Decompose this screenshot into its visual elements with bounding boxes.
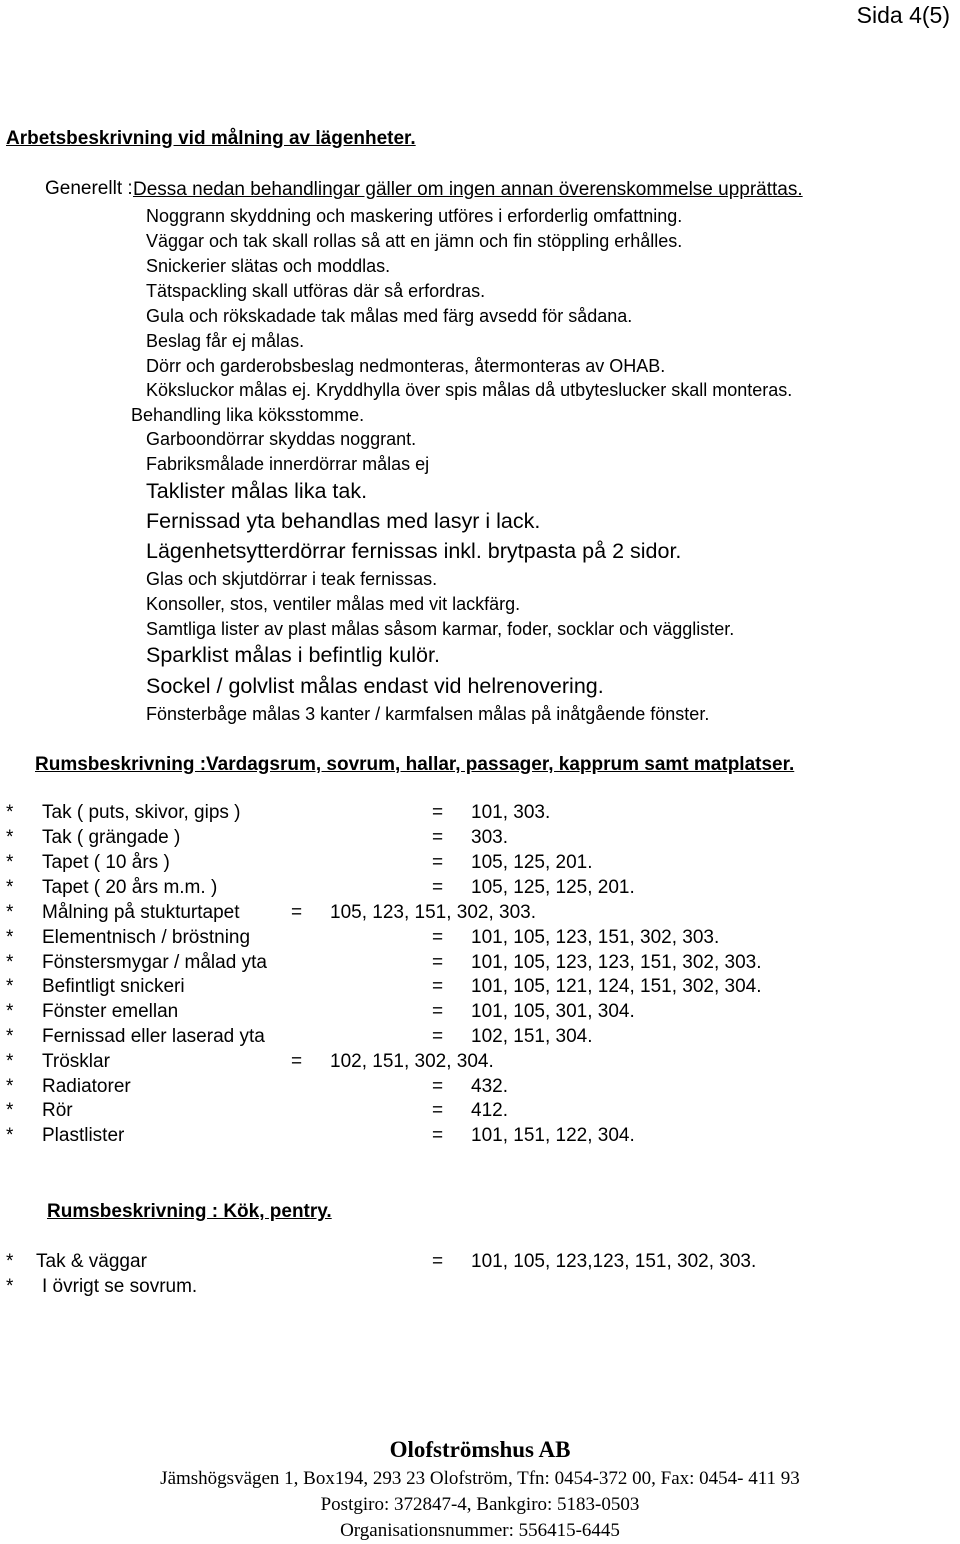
row-codes: 101, 303.	[471, 802, 551, 823]
row-equals: =	[432, 952, 444, 973]
general-label: Generellt :	[45, 178, 133, 199]
row-item: I övrigt se sovrum.	[42, 1276, 198, 1297]
row-equals: =	[432, 1251, 444, 1272]
general-instruction-line: Noggrann skyddning och maskering utföres i erforderlig omfattning.	[146, 206, 683, 226]
row-bullet: *	[6, 1026, 14, 1047]
general-instruction-line: Dessa nedan behandlingar gäller om ingen annan överenskommelse upprättas.	[133, 179, 803, 200]
row-bullet: *	[6, 902, 14, 923]
row-item: Befintligt snickeri	[42, 976, 185, 997]
footer-company-name: Olofströmshus AB	[389, 1437, 571, 1462]
row-codes: 412.	[471, 1100, 508, 1121]
row-codes: 101, 105, 123, 123, 151, 302, 303.	[471, 952, 762, 973]
table-row	[0, 852, 960, 876]
row-equals: =	[291, 902, 303, 923]
table-row	[0, 1100, 960, 1124]
row-codes: 105, 123, 151, 302, 303.	[330, 902, 537, 923]
table-row	[0, 927, 960, 951]
general-instruction-line: Behandling lika köksstomme.	[131, 405, 365, 425]
row-codes: 105, 125, 201.	[471, 852, 593, 873]
footer-giro: Postgiro: 372847-4, Bankgiro: 5183-0503	[320, 1494, 640, 1515]
row-item: Elementnisch / bröstning	[42, 927, 251, 948]
row-item: Trösklar	[42, 1051, 110, 1072]
row-equals: =	[432, 1076, 444, 1097]
row-equals: =	[432, 1026, 444, 1047]
table-row	[0, 1076, 960, 1100]
row-item: Fönstersmygar / målad yta	[42, 952, 267, 973]
table-row	[0, 802, 960, 826]
section-heading-kitchen: Rumsbeskrivning : Kök, pentry.	[47, 1201, 332, 1222]
section-heading-living-rooms: Rumsbeskrivning :Vardagsrum, sovrum, hallar, passager, kapprum samt matplatser.	[35, 754, 795, 775]
row-codes: 105, 125, 125, 201.	[471, 877, 635, 898]
general-instruction-line: Fönsterbåge målas 3 kanter / karmfalsen målas på inåtgående fönster.	[146, 704, 710, 724]
row-bullet: *	[6, 1125, 14, 1146]
general-instruction-line: Lägenhetsytterdörrar fernissas inkl. brytpasta på 2 sidor.	[146, 539, 682, 563]
footer-address: Jämshögsvägen 1, Box194, 293 23 Olofström, Tfn: 0454-372 00, Fax: 0454- 411 93	[160, 1468, 800, 1489]
row-bullet: *	[6, 952, 14, 973]
row-bullet: *	[6, 1051, 14, 1072]
row-codes: 102, 151, 304.	[471, 1026, 593, 1047]
general-instruction-line: Garboondörrar skyddas noggrant.	[146, 429, 417, 449]
row-bullet: *	[6, 1100, 14, 1121]
row-equals: =	[432, 827, 444, 848]
row-bullet: *	[6, 1251, 14, 1272]
general-instruction-line: Köksluckor målas ej. Kryddhylla över spis målas då utbyteslucker skall monteras.	[146, 380, 793, 400]
row-equals: =	[432, 877, 444, 898]
general-instruction-line: Konsoller, stos, ventiler målas med vit lackfärg.	[146, 594, 521, 614]
general-instruction-line: Taklister målas lika tak.	[146, 479, 368, 503]
general-instruction-line: Tätspackling skall utföras där så erfordras.	[146, 281, 486, 301]
row-codes: 432.	[471, 1076, 508, 1097]
table-row	[0, 1051, 960, 1075]
row-codes: 101, 105, 121, 124, 151, 302, 304.	[471, 976, 762, 997]
table-row	[0, 1001, 960, 1025]
row-bullet: *	[6, 852, 14, 873]
row-bullet: *	[6, 877, 14, 898]
row-item: Fönster emellan	[42, 1001, 179, 1022]
table-row	[0, 952, 960, 976]
general-instruction-line: Snickerier slätas och moddlas.	[146, 256, 391, 276]
row-equals: =	[432, 1001, 444, 1022]
row-item: Tak ( grängade )	[42, 827, 181, 848]
table-row	[0, 902, 960, 926]
row-equals: =	[432, 1100, 444, 1121]
general-instruction-line: Fabriksmålade innerdörrar målas ej	[146, 454, 430, 474]
row-codes: 102, 151, 302, 304.	[330, 1051, 494, 1072]
row-bullet: *	[6, 927, 14, 948]
row-equals: =	[432, 976, 444, 997]
table-row	[0, 827, 960, 851]
row-item: Målning på stukturtapet	[42, 902, 240, 923]
general-instruction-line: Beslag får ej målas.	[146, 331, 305, 351]
row-item: Fernissad eller laserad yta	[42, 1026, 265, 1047]
general-instruction-line: Glas och skjutdörrar i teak fernissas.	[146, 569, 438, 589]
table-row	[0, 1251, 960, 1275]
general-instruction-line: Sockel / golvlist målas endast vid helrenovering.	[146, 674, 604, 698]
general-instruction-line: Dörr och garderobsbeslag nedmonteras, återmonteras av OHAB.	[146, 356, 666, 376]
row-codes: 101, 105, 123,123, 151, 302, 303.	[471, 1251, 757, 1272]
row-equals: =	[291, 1051, 303, 1072]
table-row	[0, 877, 960, 901]
row-bullet: *	[6, 1276, 14, 1297]
row-item: Tak ( puts, skivor, gips )	[42, 802, 241, 823]
row-codes: 101, 151, 122, 304.	[471, 1125, 635, 1146]
row-equals: =	[432, 927, 444, 948]
row-bullet: *	[6, 1076, 14, 1097]
row-bullet: *	[6, 1001, 14, 1022]
row-equals: =	[432, 1125, 444, 1146]
row-item: Tapet ( 20 års m.m. )	[42, 877, 218, 898]
document-title: Arbetsbeskrivning vid målning av lägenheter.	[6, 128, 416, 149]
row-item: Radiatorer	[42, 1076, 131, 1097]
footer-org-number: Organisationsnummer: 556415-6445	[340, 1520, 620, 1541]
page-number: Sida 4(5)	[856, 2, 950, 28]
table-row	[0, 1026, 960, 1050]
general-instruction-line: Fernissad yta behandlas med lasyr i lack.	[146, 509, 541, 533]
row-item: Rör	[42, 1100, 73, 1121]
row-item: Plastlister	[42, 1125, 125, 1146]
row-codes: 303.	[471, 827, 508, 848]
row-codes: 101, 105, 301, 304.	[471, 1001, 635, 1022]
row-bullet: *	[6, 827, 14, 848]
general-instruction-line: Väggar och tak skall rollas så att en jämn och fin stöppling erhålles.	[146, 231, 683, 251]
general-instruction-line: Sparklist målas i befintlig kulör.	[146, 643, 440, 667]
row-codes: 101, 105, 123, 151, 302, 303.	[471, 927, 720, 948]
general-instruction-line: Gula och rökskadade tak målas med färg avsedd för sådana.	[146, 306, 633, 326]
table-row	[0, 1276, 960, 1300]
row-bullet: *	[6, 976, 14, 997]
row-item: Tapet ( 10 års )	[42, 852, 170, 873]
table-row	[0, 1125, 960, 1149]
row-bullet: *	[6, 802, 14, 823]
general-instruction-line: Samtliga lister av plast målas såsom karmar, foder, socklar och vägglister.	[146, 619, 735, 639]
table-row	[0, 976, 960, 1000]
row-item: Tak & väggar	[36, 1251, 147, 1272]
row-equals: =	[432, 852, 444, 873]
row-equals: =	[432, 802, 444, 823]
